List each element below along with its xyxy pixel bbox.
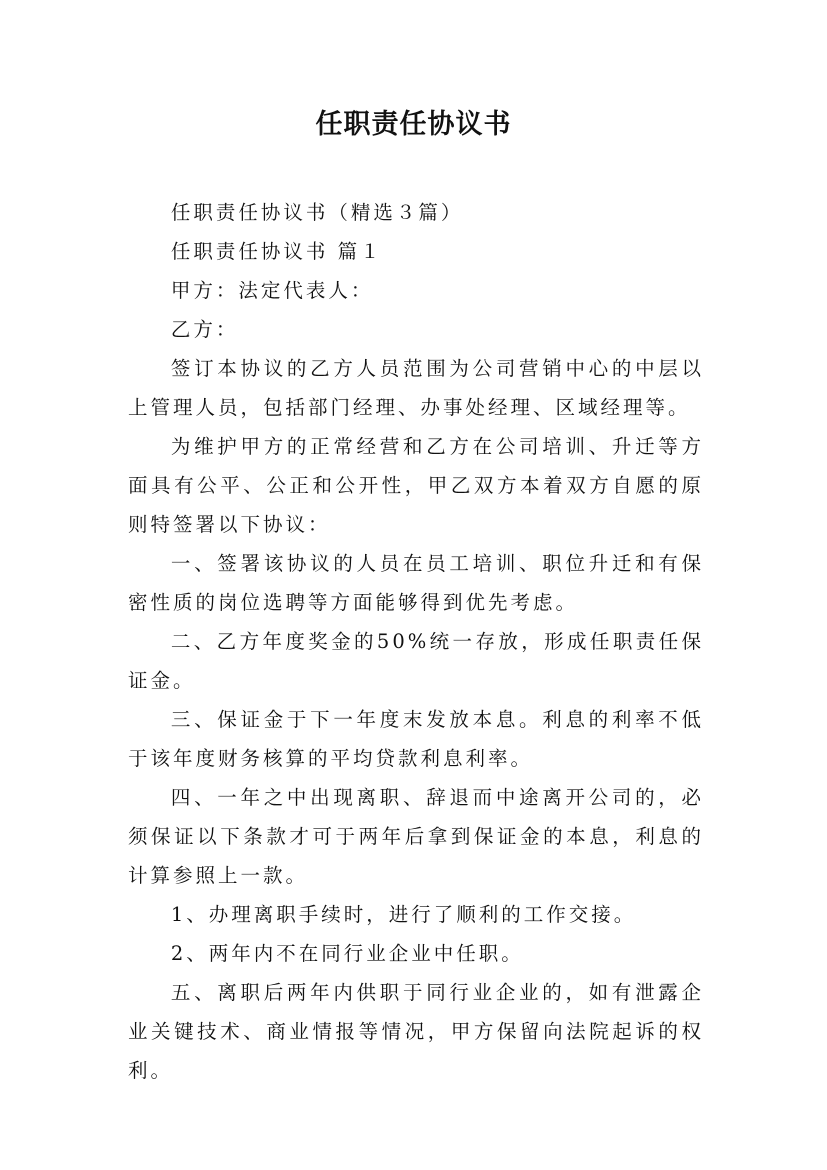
paragraph-clause-5: 五、离职后两年内供职于同行业企业的，如有泄露企业关键技术、商业情报等情况，甲方保留向法院起诉的权利。 bbox=[128, 981, 704, 1082]
paragraph-subtitle: 任职责任协议书（精选３篇） bbox=[170, 201, 464, 224]
paragraph-party-a: 甲方：法定代表人： bbox=[170, 279, 374, 302]
paragraph-subclause-1: 1、办理离职手续时，进行了顺利的工作交接。 bbox=[170, 903, 637, 926]
paragraph-clause-4: 四、一年之中出现离职、辞退而中途离开公司的，必须保证以下条款才可于两年后拿到保证金的本息，利息的计算参照上一款。 bbox=[128, 786, 704, 887]
paragraph-clause-2: 二、乙方年度奖金的50%统一存放，形成任职责任保证金。 bbox=[128, 630, 704, 692]
paragraph-subclause-2: 2、两年内不在同行业企业中任职。 bbox=[170, 942, 524, 965]
paragraph-scope: 签订本协议的乙方人员范围为公司营销中心的中层以上管理人员，包括部门经理、办事处经理、区域经理等。 bbox=[128, 357, 704, 419]
paragraph-section-heading: 任职责任协议书 篇１ bbox=[170, 240, 383, 263]
paragraph-clause-3: 三、保证金于下一年度末发放本息。利息的利率不低于该年度财务核算的平均贷款利息利率。 bbox=[128, 708, 704, 770]
paragraph-party-b: 乙方： bbox=[170, 318, 239, 341]
document-body bbox=[128, 193, 704, 1090]
document-title: 任职责任协议书 bbox=[315, 109, 512, 140]
paragraph-clause-1: 一、签署该协议的人员在员工培训、职位升迁和有保密性质的岗位选聘等方面能够得到优先考虑。 bbox=[128, 552, 704, 614]
paragraph-purpose: 为维护甲方的正常经营和乙方在公司培训、升迁等方面具有公平、公正和公开性，甲乙双方本着双方自愿的原则特签署以下协议： bbox=[128, 435, 704, 536]
